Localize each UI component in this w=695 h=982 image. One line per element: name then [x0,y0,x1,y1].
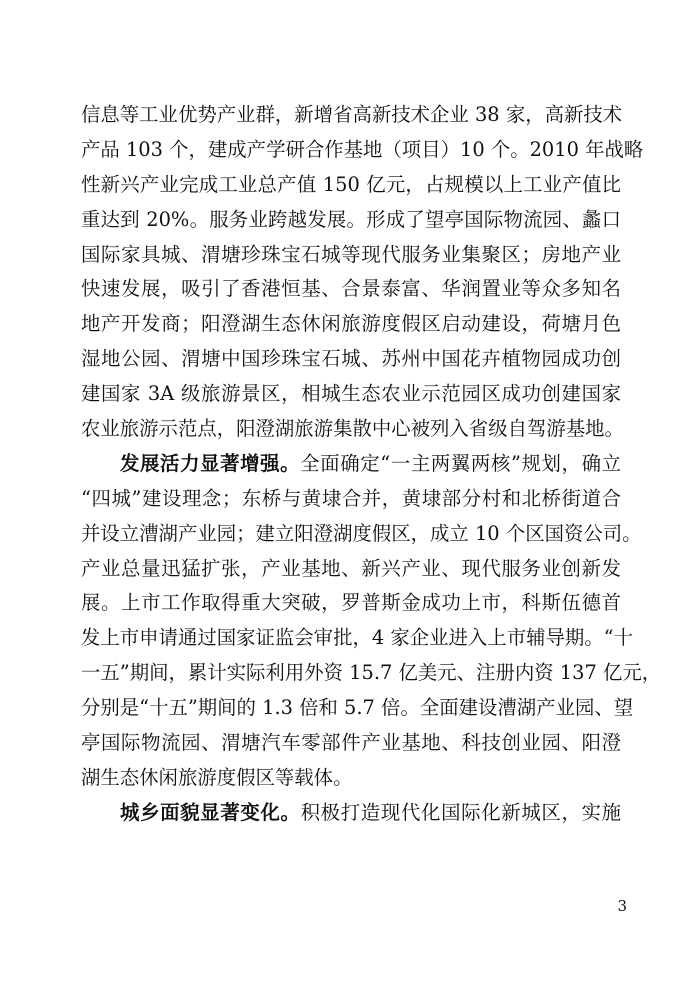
text-line: 一五”期间，累计实际利用外资 15.7 亿美元、注册内资 137 亿元， [81,661,662,685]
text-line: 信息等工业优势产业群，新增省高新技术企业 38 家，高新技术 [81,103,623,126]
text-line: 农业旅游示范点，阳澄湖旅游集散中心被列入省级自驾游基地。 [81,417,624,441]
page-number: 3 [617,897,627,915]
paragraph-3 [81,796,621,831]
text-line: 快速发展，吸引了香港恒基、合景泰富、华润置业等众多知名 [81,277,621,301]
paragraph-heading: 发展活力显著增强。 [120,451,301,475]
text-line: 发上市申请通过国家证监会审批，4 家企业进入上市辅导期。“十 [81,626,633,650]
text-line: 性新兴产业完成工业总产值 150 亿元，占规模以上工业产值比 [81,172,621,196]
text-line: 亭国际物流园、渭塘汽车零部件产业基地、科技创业园、阳澄 [81,731,621,755]
text-line: 国际家具城、渭塘珍珠宝石城等现代服务业集聚区；房地产业 [81,242,621,266]
text-line: 产品 103 个，建成产学研合作基地（项目）10 个。2010 年战略 [81,137,644,161]
text-line: 展。上市工作取得重大突破，罗普斯金成功上市，科斯伍德首 [81,591,621,615]
body-text [81,98,662,831]
paragraph-heading: 城乡面貌显著变化。 [120,800,301,824]
text-line: 湖生态休闲旅游度假区等载体。 [81,765,353,789]
text-line: 并设立漕湖产业园；建立阳澄湖度假区，成立 10 个区国资公司。 [81,521,642,545]
text-line: 分别是“十五”期间的 1.3 倍和 5.7 倍。全面建设漕湖产业园、望 [81,696,634,720]
paragraph-first-line [81,447,621,482]
text-line: 产业总量迅猛扩张，产业基地、新兴产业、现代服务业创新发 [81,556,621,580]
text-line: 重达到 20%。服务业跨越发展。形成了望亭国际物流园、蠡口 [81,207,621,231]
text-run: 积极打造现代化国际化新城区，实施 [300,800,622,824]
text-run: 全面确定“一主两翼两核”规划，确立 [300,451,621,475]
paragraph-1 [81,98,644,447]
text-line: 建国家 3A 级旅游景区，相城生态农业示范园区成功创建国家 [81,382,621,406]
text-line: 湿地公园、渭塘中国珍珠宝石城、苏州中国花卉植物园成功创 [81,347,621,371]
paragraph-2 [81,447,662,796]
paragraph-first-line [81,796,621,831]
text-line: 地产开发商；阳澄湖生态休闲旅游度假区启动建设，荷塘月色 [81,312,621,336]
text-line: “四城”建设理念；东桥与黄埭合并，黄埭部分村和北桥街道合 [81,486,621,510]
